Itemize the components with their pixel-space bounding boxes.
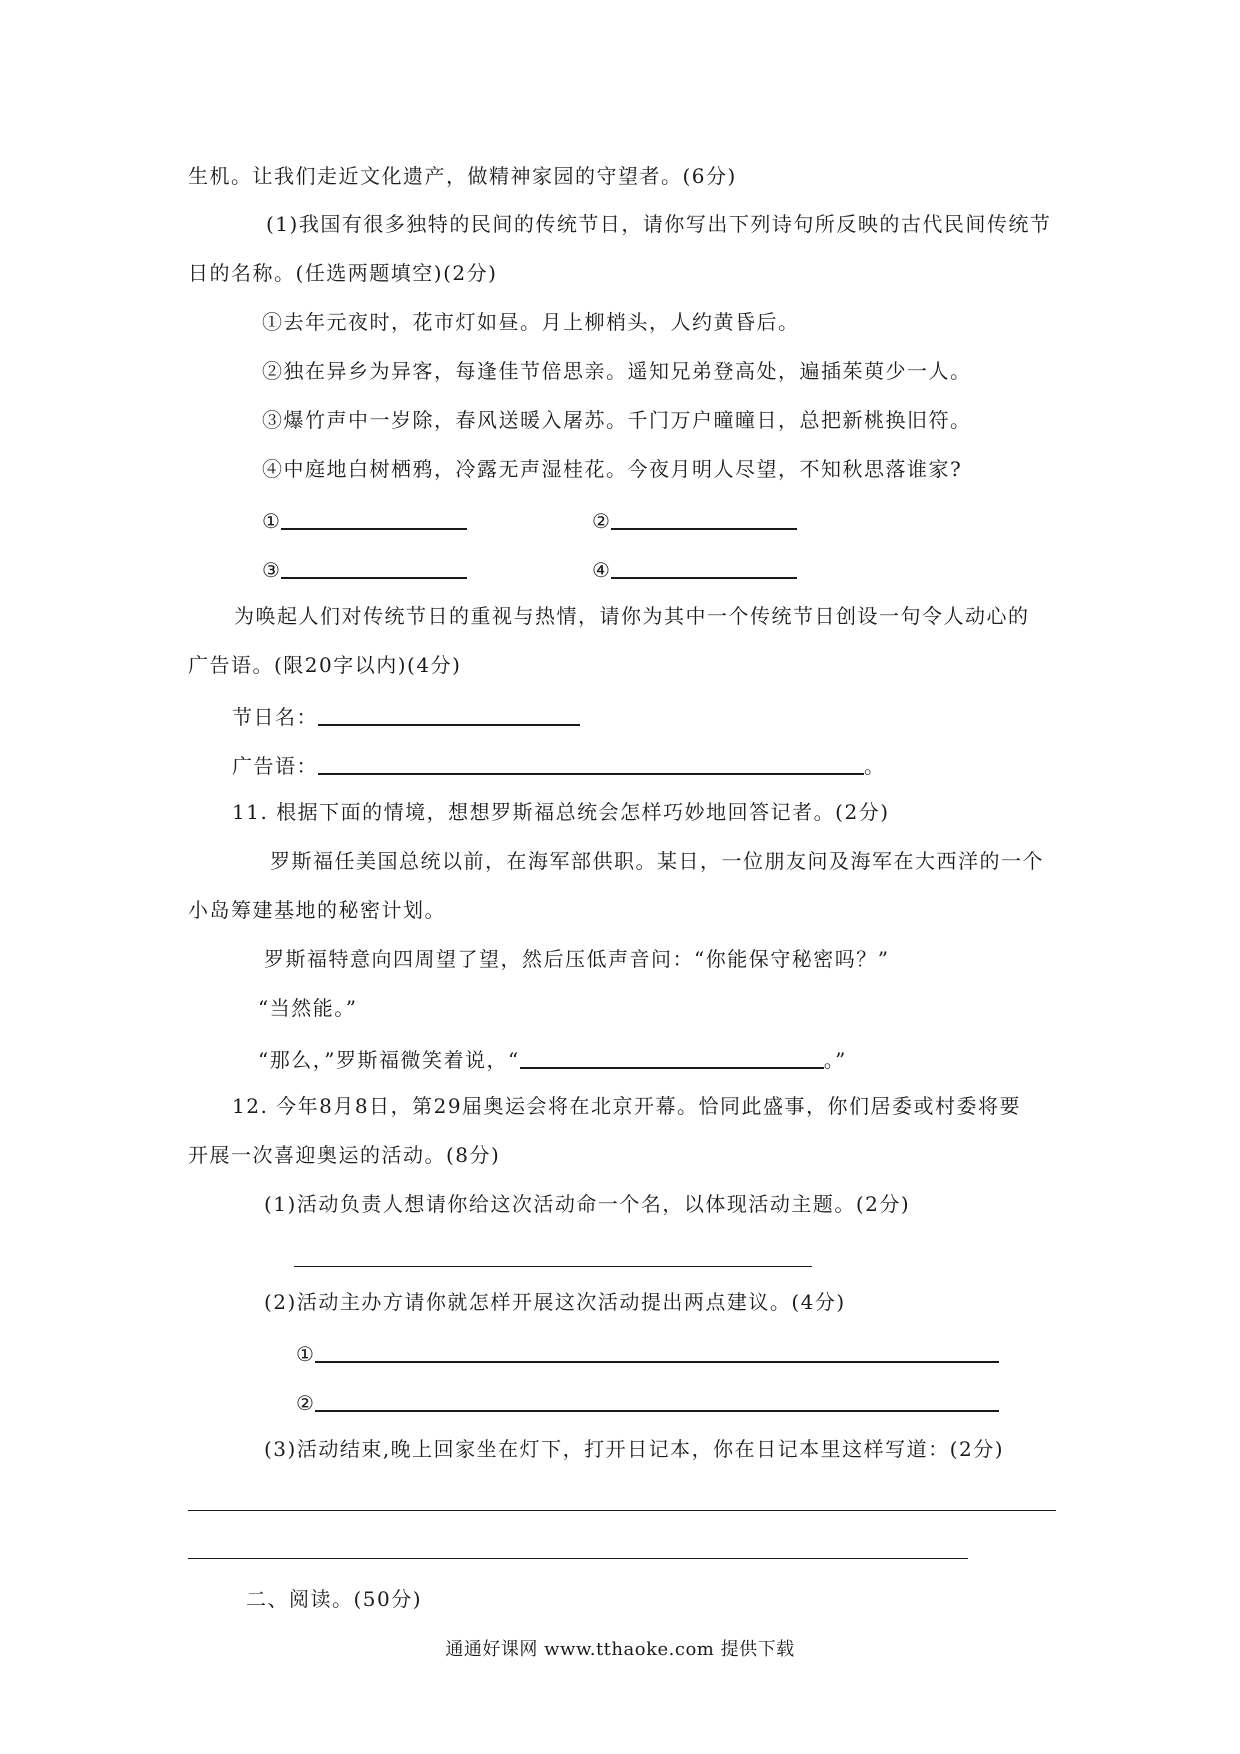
slogan-row	[232, 753, 886, 776]
festival-name-label: 节日名：	[232, 705, 318, 729]
poem-2: ②独在异乡为异客，每逢佳节倍思亲。遥知兄弟登高处，遍插茱萸少一人。	[262, 359, 972, 383]
q12-sub1-answer-line[interactable]	[294, 1266, 812, 1267]
slogan-label: 广告语：	[232, 754, 318, 778]
diary-line-2[interactable]	[188, 1558, 968, 1559]
diary-line-1[interactable]	[188, 1510, 1056, 1511]
q12-sub2-mark-1: ①	[296, 1342, 316, 1366]
q10-1-prompt-line1: (1)我国有很多独特的民间的传统节日，请你写出下列诗句所反映的古代民间传统节	[266, 212, 1052, 236]
answer-blank-1[interactable]	[281, 508, 467, 530]
q12-prompt-line2: 开展一次喜迎奥运的活动。(8分)	[188, 1143, 501, 1167]
festival-name-blank[interactable]	[318, 704, 580, 726]
q11-prompt: 11. 根据下面的情境，想想罗斯福总统会怎样巧妙地回答记者。(2分)	[232, 800, 890, 824]
answer-mark-2: ②	[592, 509, 612, 533]
answer-blank-2[interactable]	[611, 508, 797, 530]
answer-mark-3: ③	[262, 558, 282, 582]
poem-3: ③爆竹声中一岁除，春风送暖入屠苏。千门万户曈曈日，总把新桃换旧符。	[262, 408, 972, 432]
q12-sub1-prompt: (1)活动负责人想请你给这次活动命一个名，以体现活动主题。(2分)	[264, 1192, 911, 1216]
q11-story-line1: 罗斯福任美国总统以前，在海军部供职。某日，一位朋友问及海军在大西洋的一个	[270, 849, 1044, 873]
q11-answer-row	[258, 1047, 847, 1070]
slogan-blank[interactable]	[318, 753, 864, 775]
q11-story-line2: 小岛筹建基地的秘密计划。	[188, 898, 446, 922]
answer-line-2	[592, 508, 797, 531]
q12-sub3-prompt: (3)活动结束,晚上回家坐在灯下，打开日记本，你在日记本里这样写道：(2分)	[264, 1437, 1005, 1461]
slogan-end-mark: 。	[864, 754, 886, 778]
answer-line-1	[262, 508, 467, 531]
answer-mark-4: ④	[592, 558, 612, 582]
section-2-heading: 二、阅读。(50分)	[246, 1587, 423, 1611]
q11-answer-blank[interactable]	[520, 1047, 824, 1069]
q12-sub2-answer-row-1	[296, 1341, 999, 1364]
answer-blank-4[interactable]	[611, 557, 797, 579]
poem-1: ①去年元夜时，花市灯如昼。月上柳梢头，人约黄昏后。	[262, 310, 800, 334]
answer-blank-3[interactable]	[281, 557, 467, 579]
festival-name-row	[232, 704, 580, 727]
answer-line-3	[262, 557, 467, 580]
answer-line-4	[592, 557, 797, 580]
q12-sub2-answer-row-2	[296, 1390, 999, 1413]
intro-line: 生机。让我们走近文化遗产，做精神家园的守望者。(6分)	[188, 164, 737, 188]
q12-sub2-blank-1[interactable]	[315, 1341, 999, 1363]
q12-sub2-prompt: (2)活动主办方请你就怎样开展这次活动提出两点建议。(4分)	[264, 1290, 846, 1314]
q10-2-prompt-line1: 为唤起人们对传统节日的重视与热情，请你为其中一个传统节日创设一句令人动心的	[234, 604, 1030, 628]
q10-1-prompt-line2: 日的名称。(任选两题填空)(2分)	[188, 261, 498, 285]
q10-2-prompt-line2: 广告语。(限20字以内)(4分)	[188, 653, 462, 677]
q11-story-line4: “当然能。”	[258, 996, 358, 1020]
q12-sub2-mark-2: ②	[296, 1391, 316, 1415]
answer-mark-1: ①	[262, 509, 282, 533]
q12-prompt-line1: 12. 今年8月8日，第29届奥运会将在北京开幕。恰同此盛事，你们居委或村委将要	[232, 1094, 1022, 1118]
q11-answer-end: 。”	[823, 1048, 847, 1072]
poem-4: ④中庭地白树栖鸦，冷露无声湿桂花。今夜月明人尽望，不知秋思落谁家?	[262, 457, 963, 481]
q11-answer-start: “那么，”罗斯福微笑着说，“	[258, 1048, 520, 1072]
q11-story-line3: 罗斯福特意向四周望了望，然后压低声音问：“你能保守秘密吗？”	[264, 947, 890, 971]
page-footer: 通通好课网 www.tthaoke.com 提供下载	[445, 1639, 795, 1660]
q12-sub2-blank-2[interactable]	[315, 1390, 999, 1412]
